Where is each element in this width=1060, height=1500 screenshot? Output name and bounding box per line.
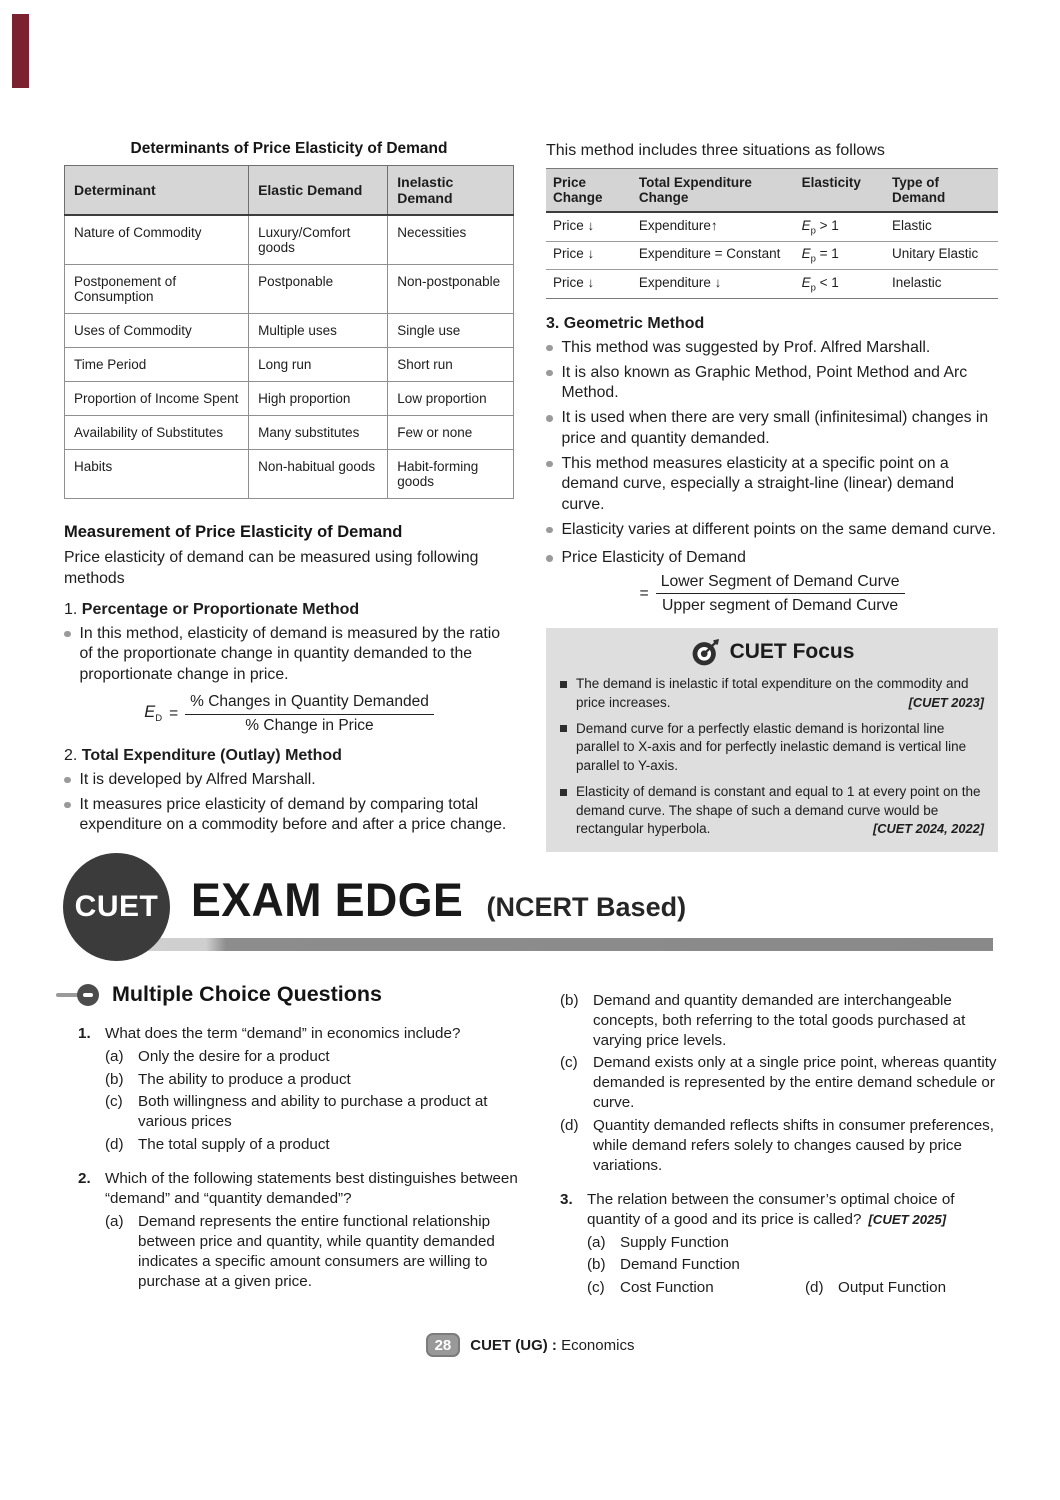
list-item [546, 548, 998, 569]
table-cell: Uses of Commodity [65, 314, 249, 348]
table-cell: Inelastic [891, 274, 942, 290]
list-item [546, 363, 998, 404]
table-cell [795, 270, 885, 299]
question [78, 1169, 520, 1292]
list-item-text: Elasticity varies at different points on the same demand curve. [561, 520, 996, 538]
table-cell: High proportion [249, 382, 388, 416]
determinants-table [64, 165, 514, 499]
fraction-denominator: Upper segment of Demand Curve [662, 596, 899, 614]
table-cell: Unitary Elastic [885, 241, 998, 270]
option-label: (d) [805, 1278, 824, 1296]
footer-text [470, 1337, 634, 1354]
fraction-numerator: Lower Segment of Demand Curve [656, 573, 905, 595]
exam-year-tag: [CUET 2024, 2022] [873, 821, 984, 837]
elasticity-symbol: E [801, 274, 811, 290]
option [587, 1233, 1007, 1253]
table-cell: Non-habitual goods [249, 450, 388, 499]
question-body [560, 991, 1007, 1176]
column-header: Elastic Demand [249, 166, 388, 216]
elasticity-subscript: p [810, 225, 816, 237]
table-cell: Postponable [249, 265, 388, 314]
icon-dash [83, 993, 93, 997]
list-item [64, 770, 514, 791]
table-row [65, 348, 514, 382]
mcq-left-column [78, 1024, 520, 1292]
option-text: Supply Function [620, 1233, 729, 1251]
equals-sign: = [639, 584, 649, 602]
question-number: 3. [560, 1190, 573, 1208]
banner-title: EXAM EDGE [191, 873, 464, 926]
elasticity-relation: = 1 [819, 246, 839, 262]
table-cell: Non-postponable [388, 265, 514, 314]
table-cell: Postponement of Consumption [65, 265, 249, 314]
option-label: (c) [587, 1278, 605, 1296]
option-row [587, 1278, 1007, 1298]
focus-item-body [576, 720, 984, 776]
mcq-heading: Multiple Choice Questions [112, 982, 382, 1006]
option-label: (b) [560, 991, 579, 1009]
method-2-title [64, 747, 514, 765]
method-number: 2. [64, 747, 78, 764]
option-label: (b) [587, 1256, 606, 1273]
focus-item-text: Elasticity of demand is constant and equal to 1 at every point on the demand curve. The shape of such a demand curve would be rectangular hyperbola. [576, 784, 981, 837]
question-number: 1. [78, 1025, 91, 1042]
method-number: 1. [64, 601, 78, 618]
focus-item-body [576, 675, 984, 712]
table-cell: Habits [65, 450, 249, 499]
banner-subtitle: (NCERT Based) [486, 892, 687, 922]
fraction-numerator: % Changes in Quantity Demanded [185, 693, 434, 715]
fraction [656, 573, 905, 615]
page-footer [0, 1333, 1060, 1357]
fraction [185, 693, 434, 735]
question-body [105, 1169, 520, 1292]
question-text: Which of the following statements best distinguishes between “demand” and “quantity demanded”? [105, 1169, 518, 1207]
table-cell: Elastic [885, 212, 998, 241]
elasticity-symbol: E [801, 246, 811, 262]
bullet-dot-icon [64, 802, 71, 809]
question-text-main: The relation between the consumer’s optimal choice of quantity of a good and its price is called? [587, 1190, 955, 1228]
question [78, 1024, 520, 1155]
table-row [65, 314, 514, 348]
table-header-row [546, 169, 998, 213]
cuet-logo-text: CUET [74, 890, 159, 923]
cuet-focus-title: CUET Focus [729, 640, 855, 664]
table-cell: Price ↓ [546, 241, 632, 270]
table-cell: Time Period [65, 348, 249, 382]
bullet-dot-icon [546, 555, 553, 562]
list-item [546, 408, 998, 449]
list-item-text: Price Elasticity of Demand [561, 549, 746, 567]
table-row [65, 450, 514, 499]
formula-symbol [144, 703, 162, 724]
bullet-dot-icon [546, 415, 553, 422]
table-cell: Few or none [388, 416, 514, 450]
list-item-text: It measures price elasticity of demand by comparing total expenditure on a commodity before and after a price change. [79, 795, 507, 833]
table-row [65, 382, 514, 416]
option-label: (a) [587, 1233, 606, 1251]
table-cell: Long run [249, 348, 388, 382]
section-bullet-icon [56, 983, 102, 1007]
focus-item [560, 675, 984, 712]
table-row [65, 416, 514, 450]
measurement-heading: Measurement of Price Elasticity of Demand [64, 523, 403, 541]
option-text: The total supply of a product [138, 1135, 330, 1153]
table-cell: Many substitutes [249, 416, 388, 450]
table-row [546, 212, 998, 241]
question-number: 2. [78, 1169, 91, 1187]
banner-gradient-bar [101, 938, 993, 951]
option-text: Demand Function [620, 1256, 740, 1273]
right-column [546, 140, 998, 852]
list-item [546, 454, 998, 516]
list-item-text: This method was suggested by Prof. Alfred Marshall. [561, 338, 931, 356]
table-cell: Luxury/Comfort goods [249, 215, 388, 265]
elasticity-relation: > 1 [819, 217, 839, 233]
bullet-dot-icon [546, 461, 553, 468]
list-item [546, 338, 998, 359]
option-text: Quantity demanded reflects shifts in consumer preferences, while demand refers solely to changes caused by price variations. [593, 1116, 994, 1174]
table-cell: Single use [388, 314, 514, 348]
table-cell: Habit-forming goods [388, 450, 514, 499]
exam-year-tag: [CUET 2025] [868, 1211, 947, 1227]
list-item-text: It is developed by Alfred Marshall. [79, 770, 316, 788]
focus-item [560, 783, 984, 839]
list-item-text: It is also known as Graphic Method, Point Method and Arc Method. [561, 363, 968, 402]
list-item-text: This method measures elasticity at a specific point on a demand curve, especially a straight-line (linear) demand curve. [561, 454, 954, 513]
option-text: The ability to produce a product [138, 1070, 351, 1088]
option-label: (d) [560, 1116, 579, 1134]
table-cell: Necessities [388, 215, 514, 265]
cuet-focus-box [546, 628, 998, 852]
focus-item-body [576, 783, 984, 839]
option-text: Demand exists only at a single price point, whereas quantity demanded is represented by the entire demand schedule or curve. [593, 1054, 997, 1111]
bullet-dot-icon [546, 370, 553, 377]
method-name: Geometric Method [563, 315, 705, 333]
list-item [64, 624, 514, 686]
option [560, 1116, 1007, 1176]
focus-item-text: The demand is inelastic if total expenditure on the commodity and price increases. [576, 676, 969, 710]
geometric-formula [546, 573, 998, 615]
table-header-row [65, 166, 514, 216]
measurement-intro: Price elasticity of demand can be measured using following methods [64, 549, 479, 587]
question-body [587, 1190, 1007, 1298]
column-header: Determinant [65, 166, 249, 216]
cuet-focus-header [560, 637, 984, 668]
elasticity-formula [64, 693, 514, 735]
option [105, 1135, 520, 1155]
option [105, 1047, 520, 1067]
equals-sign: = [169, 705, 179, 722]
page-edge-tab [12, 14, 29, 88]
option [105, 1070, 520, 1090]
bullet-dot-icon [64, 631, 71, 638]
table-row [546, 270, 998, 299]
square-bullet-icon [560, 789, 567, 796]
exam-year-tag: [CUET 2023] [908, 694, 984, 710]
column-header: Inelastic Demand [388, 166, 514, 216]
table-cell: Price ↓ [553, 274, 595, 290]
expenditure-table [546, 168, 998, 299]
option-label: (d) [105, 1135, 124, 1153]
page-number-badge: 28 [426, 1333, 461, 1357]
option-label: (a) [105, 1212, 124, 1230]
column-header: Type of Demand [885, 169, 998, 213]
table-cell: Availability of Substitutes [65, 416, 249, 450]
method-name: Percentage or Proportionate Method [81, 601, 360, 618]
list-item-text: It is used when there are very small (infinitesimal) changes in price and quantity demanded. [561, 409, 989, 447]
table-cell: Expenditure = Constant [632, 241, 795, 270]
table-cell [795, 212, 885, 241]
table-cell: Multiple uses [249, 314, 388, 348]
column-header: Elasticity [795, 169, 885, 213]
option [805, 1278, 946, 1298]
question-text: What does the term “demand” in economics include? [105, 1025, 461, 1042]
elasticity-relation: < 1 [819, 274, 839, 290]
table-cell: Expenditure↑ [632, 212, 795, 241]
banner-title-row [191, 872, 686, 927]
table-cell [795, 241, 885, 270]
table-cell: Proportion of Income Spent [65, 382, 249, 416]
option [560, 1053, 1007, 1113]
option-label: (b) [105, 1070, 124, 1088]
table-cell: Short run [388, 348, 514, 382]
formula-subscript: D [155, 713, 163, 725]
option-text: Cost Function [620, 1278, 714, 1296]
method-name: Total Expenditure (Outlay) Method [81, 747, 342, 764]
focus-item-text: Demand curve for a perfectly elastic demand is horizontal line parallel to X-axis and for perfectly inelastic demand is vertical line parallel to Y-axis. [576, 720, 967, 773]
footer-subject: Economics [561, 1336, 635, 1354]
fraction-denominator: % Change in Price [245, 717, 374, 734]
method-number: 3. [546, 315, 560, 333]
cuet-logo [63, 853, 170, 961]
table-row [546, 241, 998, 270]
bullet-dot-icon [546, 527, 553, 534]
mcq-section-header [56, 982, 382, 1007]
list-item-text: In this method, elasticity of demand is measured by the ratio of the proportionate change in quantity demanded to the proportionate change in price. [79, 624, 501, 683]
column-header: Total Expenditure Change [632, 169, 795, 213]
elasticity-subscript: p [810, 253, 816, 265]
option [587, 1278, 805, 1298]
option-text: Demand represents the entire functional relationship between price and quantity, while quantity demanded indicates a specific amount consumers are willing to purchase at a given price. [138, 1212, 495, 1290]
option-text: Output Function [838, 1278, 947, 1296]
table-cell: Nature of Commodity [65, 215, 249, 265]
option-label: (a) [105, 1048, 124, 1065]
list-item [64, 795, 514, 836]
option [105, 1092, 520, 1132]
option-label: (c) [560, 1054, 578, 1071]
elasticity-subscript: p [810, 282, 816, 294]
option-text: Demand and quantity demanded are interchangeable concepts, both referring to the total goods purchased at varying price levels. [593, 991, 966, 1049]
square-bullet-icon [560, 725, 567, 732]
option-text: Only the desire for a product [138, 1048, 330, 1065]
table-cell: Price ↓ [546, 212, 632, 241]
table-cell: Expenditure ↓ [638, 274, 722, 290]
method-1-title [64, 601, 514, 619]
bullet-dot-icon [64, 777, 71, 784]
focus-item [560, 720, 984, 776]
footer-book-title: CUET (UG) : [470, 1336, 557, 1354]
expenditure-table-intro: This method includes three situations as follows [546, 142, 885, 159]
option-label: (c) [105, 1093, 123, 1110]
left-column [64, 140, 514, 836]
list-item [546, 520, 998, 541]
bullet-dot-icon [546, 345, 553, 352]
method-3-title [546, 315, 998, 333]
column-header: Price Change [546, 169, 632, 213]
table-cell: Low proportion [388, 382, 514, 416]
option [105, 1212, 520, 1292]
elasticity-symbol: E [801, 217, 811, 233]
question-body [105, 1024, 520, 1155]
question-text [587, 1190, 1007, 1230]
target-dart-icon [690, 637, 721, 668]
table-row [65, 215, 514, 265]
determinants-table-title: Determinants of Price Elasticity of Demand [130, 140, 448, 157]
formula-base: E [144, 703, 156, 722]
option [587, 1255, 1007, 1275]
option [560, 991, 1007, 1051]
table-row [65, 265, 514, 314]
mcq-right-column [560, 988, 1007, 1298]
option-text: Both willingness and ability to purchase a product at various prices [138, 1093, 488, 1130]
square-bullet-icon [560, 681, 567, 688]
question [560, 1190, 1007, 1298]
exam-edge-banner [63, 848, 998, 968]
